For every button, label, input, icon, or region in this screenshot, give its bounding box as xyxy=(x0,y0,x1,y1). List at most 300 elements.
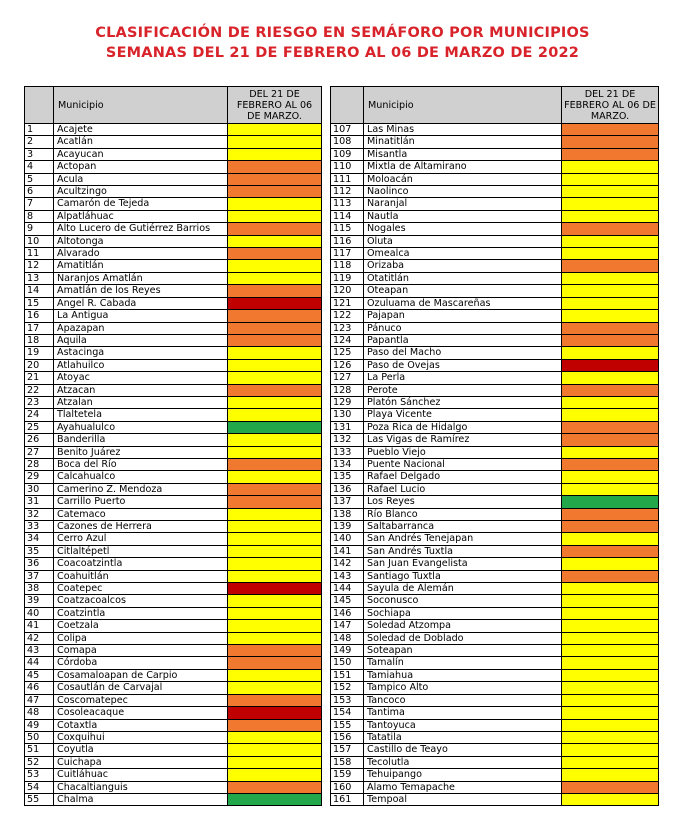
table-row xyxy=(331,595,659,607)
risk-level-cell xyxy=(228,310,322,322)
municipality-name: Coacoatzintla xyxy=(54,558,228,570)
table-row xyxy=(25,161,322,173)
row-number: 139 xyxy=(331,521,364,533)
table-row xyxy=(25,384,322,396)
table-row xyxy=(331,731,659,743)
risk-level-cell xyxy=(228,545,322,557)
municipality-name: Tampico Alto xyxy=(364,682,562,694)
risk-level-cell xyxy=(228,744,322,756)
municipality-name: Pánuco xyxy=(364,322,562,334)
risk-level-cell xyxy=(228,421,322,433)
risk-level-cell xyxy=(228,210,322,222)
row-number: 155 xyxy=(331,719,364,731)
municipality-name: Astacinga xyxy=(54,347,228,359)
risk-level-cell xyxy=(228,793,322,805)
row-number: 28 xyxy=(25,458,54,470)
row-number: 33 xyxy=(25,521,54,533)
risk-level-cell xyxy=(228,645,322,657)
table-row xyxy=(25,533,322,545)
table-row xyxy=(331,421,659,433)
risk-level-cell xyxy=(228,272,322,284)
row-number: 38 xyxy=(25,583,54,595)
municipality-name: Amatlán de los Reyes xyxy=(54,285,228,297)
table-row xyxy=(25,483,322,495)
risk-level-cell xyxy=(228,223,322,235)
table-row xyxy=(25,223,322,235)
municipality-name: Amatitlán xyxy=(54,260,228,272)
table-row xyxy=(25,719,322,731)
risk-level-cell xyxy=(228,521,322,533)
row-number: 11 xyxy=(25,248,54,260)
table-row xyxy=(25,781,322,793)
table-row xyxy=(331,458,659,470)
municipality-name: Calcahualco xyxy=(54,471,228,483)
municipality-name: Coatzintla xyxy=(54,607,228,619)
row-number: 150 xyxy=(331,657,364,669)
table-row xyxy=(331,533,659,545)
header-number xyxy=(331,87,364,124)
risk-level-cell xyxy=(228,595,322,607)
row-number: 16 xyxy=(25,310,54,322)
table-row xyxy=(331,248,659,260)
table-row xyxy=(25,620,322,632)
municipality-name: Tamalín xyxy=(364,657,562,669)
risk-level-cell xyxy=(562,657,659,669)
table-row xyxy=(331,756,659,768)
table-row xyxy=(25,446,322,458)
municipality-name: Nogales xyxy=(364,223,562,235)
risk-level-cell xyxy=(228,334,322,346)
risk-level-cell xyxy=(562,334,659,346)
row-number: 145 xyxy=(331,595,364,607)
table-row xyxy=(25,235,322,247)
table-row xyxy=(331,310,659,322)
table-row xyxy=(25,545,322,557)
table-row xyxy=(331,148,659,160)
municipality-name: Cosautlán de Carvajal xyxy=(54,682,228,694)
row-number: 119 xyxy=(331,272,364,284)
municipality-name: Camerino Z. Mendoza xyxy=(54,483,228,495)
risk-level-cell xyxy=(562,583,659,595)
municipality-name: Las Vigas de Ramírez xyxy=(364,434,562,446)
municipality-name: Papantla xyxy=(364,334,562,346)
risk-level-cell xyxy=(562,322,659,334)
table-row xyxy=(331,657,659,669)
risk-level-cell xyxy=(228,657,322,669)
municipality-name: Los Reyes xyxy=(364,496,562,508)
municipality-name: Cotaxtla xyxy=(54,719,228,731)
table-row xyxy=(331,583,659,595)
row-number: 132 xyxy=(331,434,364,446)
municipality-name: La Perla xyxy=(364,372,562,384)
table-row xyxy=(331,632,659,644)
municipality-name: Atlahuilco xyxy=(54,359,228,371)
table-row xyxy=(331,334,659,346)
risk-level-cell xyxy=(562,421,659,433)
row-number: 112 xyxy=(331,186,364,198)
row-number: 124 xyxy=(331,334,364,346)
row-number: 40 xyxy=(25,607,54,619)
table-row xyxy=(25,632,322,644)
risk-level-cell xyxy=(562,744,659,756)
municipality-name: Cosoleacaque xyxy=(54,707,228,719)
municipality-name: Coetzala xyxy=(54,620,228,632)
risk-level-cell xyxy=(562,248,659,260)
risk-level-cell xyxy=(562,669,659,681)
row-number: 127 xyxy=(331,372,364,384)
risk-level-cell xyxy=(228,669,322,681)
municipality-name: Minatitlán xyxy=(364,136,562,148)
municipality-name: Boca del Río xyxy=(54,458,228,470)
row-number: 107 xyxy=(331,124,364,136)
municipality-name: Acatlán xyxy=(54,136,228,148)
row-number: 29 xyxy=(25,471,54,483)
risk-level-cell xyxy=(562,545,659,557)
risk-level-cell xyxy=(562,769,659,781)
risk-level-cell xyxy=(562,781,659,793)
table-row xyxy=(25,421,322,433)
table-header-row xyxy=(331,87,659,124)
row-number: 23 xyxy=(25,396,54,408)
header-date: DEL 21 DE FEBRERO AL 06 DE MARZO. xyxy=(562,87,659,124)
row-number: 136 xyxy=(331,483,364,495)
municipality-name: Pajapan xyxy=(364,310,562,322)
risk-level-cell xyxy=(562,533,659,545)
row-number: 147 xyxy=(331,620,364,632)
row-number: 24 xyxy=(25,409,54,421)
row-number: 18 xyxy=(25,334,54,346)
row-number: 7 xyxy=(25,198,54,210)
row-number: 120 xyxy=(331,285,364,297)
row-number: 13 xyxy=(25,272,54,284)
municipality-name: Coyutla xyxy=(54,744,228,756)
municipality-name: Oluta xyxy=(364,235,562,247)
header-municipio: Municipio xyxy=(364,87,562,124)
risk-level-cell xyxy=(228,235,322,247)
row-number: 121 xyxy=(331,297,364,309)
municipality-table-left xyxy=(24,86,322,806)
table-row xyxy=(25,310,322,322)
municipality-name: Benito Juárez xyxy=(54,446,228,458)
risk-level-cell xyxy=(228,496,322,508)
municipality-name: Tamiahua xyxy=(364,669,562,681)
table-row xyxy=(25,173,322,185)
risk-level-cell xyxy=(562,682,659,694)
table-row xyxy=(25,136,322,148)
risk-level-cell xyxy=(228,471,322,483)
row-number: 117 xyxy=(331,248,364,260)
table-row xyxy=(25,682,322,694)
row-number: 45 xyxy=(25,669,54,681)
table-row xyxy=(331,707,659,719)
municipality-name: Acultzingo xyxy=(54,186,228,198)
row-number: 17 xyxy=(25,322,54,334)
municipality-name: Colipa xyxy=(54,632,228,644)
row-number: 21 xyxy=(25,372,54,384)
table-row xyxy=(331,744,659,756)
municipality-name: Nautla xyxy=(364,210,562,222)
risk-level-cell xyxy=(228,583,322,595)
table-row xyxy=(331,793,659,805)
municipality-name: Acajete xyxy=(54,124,228,136)
row-number: 128 xyxy=(331,384,364,396)
table-row xyxy=(25,669,322,681)
row-number: 31 xyxy=(25,496,54,508)
table-row xyxy=(331,384,659,396)
municipality-name: Alvarado xyxy=(54,248,228,260)
risk-level-cell xyxy=(228,632,322,644)
risk-level-cell xyxy=(228,682,322,694)
municipality-name: Saltabarranca xyxy=(364,521,562,533)
table-row xyxy=(331,409,659,421)
risk-level-cell xyxy=(562,359,659,371)
municipality-name: Rafael Delgado xyxy=(364,471,562,483)
row-number: 5 xyxy=(25,173,54,185)
municipality-name: Coxquihui xyxy=(54,731,228,743)
municipality-name: Naranjos Amatlán xyxy=(54,272,228,284)
risk-level-cell xyxy=(228,731,322,743)
municipality-name: Citlaltépetl xyxy=(54,545,228,557)
risk-level-cell xyxy=(562,434,659,446)
table-row xyxy=(25,607,322,619)
municipality-name: Camarón de Tejeda xyxy=(54,198,228,210)
municipality-name: Coatepec xyxy=(54,583,228,595)
table-row xyxy=(25,707,322,719)
table-row xyxy=(331,545,659,557)
row-number: 46 xyxy=(25,682,54,694)
risk-level-cell xyxy=(562,595,659,607)
municipality-name: Atzalan xyxy=(54,396,228,408)
municipality-name: Perote xyxy=(364,384,562,396)
municipality-name: Chalma xyxy=(54,793,228,805)
row-number: 122 xyxy=(331,310,364,322)
table-row xyxy=(25,260,322,272)
municipality-name: Comapa xyxy=(54,645,228,657)
table-row xyxy=(331,483,659,495)
municipality-name: Tlaltetela xyxy=(54,409,228,421)
municipality-name: Cuichapa xyxy=(54,756,228,768)
risk-level-cell xyxy=(228,359,322,371)
table-row xyxy=(331,669,659,681)
risk-level-cell xyxy=(562,384,659,396)
table-row xyxy=(25,210,322,222)
row-number: 49 xyxy=(25,719,54,731)
table-row xyxy=(25,793,322,805)
municipality-name: Naolinco xyxy=(364,186,562,198)
row-number: 131 xyxy=(331,421,364,433)
municipality-name: Pueblo Viejo xyxy=(364,446,562,458)
risk-level-cell xyxy=(228,769,322,781)
table-row xyxy=(25,508,322,520)
row-number: 108 xyxy=(331,136,364,148)
risk-level-cell xyxy=(562,570,659,582)
row-number: 20 xyxy=(25,359,54,371)
row-number: 152 xyxy=(331,682,364,694)
risk-level-cell xyxy=(228,607,322,619)
row-number: 25 xyxy=(25,421,54,433)
row-number: 47 xyxy=(25,694,54,706)
municipality-name: San Andrés Tenejapan xyxy=(364,533,562,545)
row-number: 48 xyxy=(25,707,54,719)
table-row xyxy=(331,396,659,408)
table-header-row xyxy=(25,87,322,124)
row-number: 26 xyxy=(25,434,54,446)
row-number: 143 xyxy=(331,570,364,582)
risk-level-cell xyxy=(562,521,659,533)
table-row xyxy=(25,409,322,421)
risk-level-cell xyxy=(562,310,659,322)
table-row xyxy=(25,558,322,570)
table-row xyxy=(25,322,322,334)
municipality-name: Playa Vicente xyxy=(364,409,562,421)
row-number: 22 xyxy=(25,384,54,396)
row-number: 111 xyxy=(331,173,364,185)
risk-level-cell xyxy=(562,260,659,272)
table-row xyxy=(331,620,659,632)
row-number: 51 xyxy=(25,744,54,756)
risk-level-cell xyxy=(562,496,659,508)
row-number: 32 xyxy=(25,508,54,520)
risk-level-cell xyxy=(228,124,322,136)
risk-level-cell xyxy=(228,198,322,210)
row-number: 35 xyxy=(25,545,54,557)
municipality-name: Las Minas xyxy=(364,124,562,136)
table-body-left xyxy=(25,124,322,806)
table-row xyxy=(331,210,659,222)
row-number: 50 xyxy=(25,731,54,743)
row-number: 37 xyxy=(25,570,54,582)
risk-level-cell xyxy=(228,781,322,793)
municipality-name: Omealca xyxy=(364,248,562,260)
row-number: 153 xyxy=(331,694,364,706)
row-number: 118 xyxy=(331,260,364,272)
municipality-name: Castillo de Teayo xyxy=(364,744,562,756)
municipality-name: Ayahualulco xyxy=(54,421,228,433)
risk-level-cell xyxy=(228,173,322,185)
table-row xyxy=(331,521,659,533)
municipality-name: Apazapan xyxy=(54,322,228,334)
municipality-name: Santiago Tuxtla xyxy=(364,570,562,582)
row-number: 130 xyxy=(331,409,364,421)
risk-level-cell xyxy=(562,508,659,520)
table-row xyxy=(331,198,659,210)
table-row xyxy=(331,719,659,731)
table-row xyxy=(25,645,322,657)
table-row xyxy=(331,446,659,458)
row-number: 114 xyxy=(331,210,364,222)
row-number: 115 xyxy=(331,223,364,235)
risk-level-cell xyxy=(562,136,659,148)
row-number: 135 xyxy=(331,471,364,483)
municipality-name: Tehuipango xyxy=(364,769,562,781)
municipality-name: Sochiapa xyxy=(364,607,562,619)
municipality-name: Coahuitlán xyxy=(54,570,228,582)
risk-level-cell xyxy=(228,558,322,570)
table-row xyxy=(331,694,659,706)
table-row xyxy=(331,235,659,247)
row-number: 146 xyxy=(331,607,364,619)
table-row xyxy=(25,272,322,284)
document-subtitle: SEMANAS DEL 21 DE FEBRERO AL 06 DE MARZO DE 2022 xyxy=(105,45,580,61)
row-number: 156 xyxy=(331,731,364,743)
municipality-name: Puente Nacional xyxy=(364,458,562,470)
risk-level-cell xyxy=(562,458,659,470)
risk-level-cell xyxy=(562,210,659,222)
risk-level-cell xyxy=(228,446,322,458)
table-row xyxy=(25,657,322,669)
municipality-name: Soledad Atzompa xyxy=(364,620,562,632)
table-row xyxy=(331,223,659,235)
document-title: CLASIFICACIÓN DE RIESGO EN SEMÁFORO POR MUNICIPIOS xyxy=(95,25,590,41)
municipality-name: Córdoba xyxy=(54,657,228,669)
municipality-name: Soledad de Doblado xyxy=(364,632,562,644)
risk-level-cell xyxy=(562,272,659,284)
row-number: 125 xyxy=(331,347,364,359)
risk-level-cell xyxy=(562,186,659,198)
risk-level-cell xyxy=(562,198,659,210)
table-row xyxy=(25,434,322,446)
table-row xyxy=(331,570,659,582)
table-row xyxy=(25,458,322,470)
table-row xyxy=(331,322,659,334)
row-number: 43 xyxy=(25,645,54,657)
row-number: 27 xyxy=(25,446,54,458)
municipality-name: Cerro Azul xyxy=(54,533,228,545)
table-row xyxy=(331,682,659,694)
municipality-name: Orizaba xyxy=(364,260,562,272)
row-number: 142 xyxy=(331,558,364,570)
risk-level-cell xyxy=(228,347,322,359)
municipality-name: Otatitlán xyxy=(364,272,562,284)
municipality-name: Coatzacoalcos xyxy=(54,595,228,607)
table-row xyxy=(331,434,659,446)
row-number: 36 xyxy=(25,558,54,570)
risk-level-cell xyxy=(228,186,322,198)
table-row xyxy=(331,607,659,619)
risk-level-cell xyxy=(562,148,659,160)
table-row xyxy=(331,260,659,272)
municipality-name: Rafael Lucio xyxy=(364,483,562,495)
table-row xyxy=(25,285,322,297)
risk-level-cell xyxy=(562,173,659,185)
table-row xyxy=(25,359,322,371)
risk-level-cell xyxy=(228,620,322,632)
table-row xyxy=(25,694,322,706)
table-row xyxy=(331,285,659,297)
municipality-name: Banderilla xyxy=(54,434,228,446)
municipality-name: Chacaltianguis xyxy=(54,781,228,793)
table-row xyxy=(25,583,322,595)
risk-level-cell xyxy=(228,322,322,334)
row-number: 113 xyxy=(331,198,364,210)
row-number: 39 xyxy=(25,595,54,607)
table-row xyxy=(25,248,322,260)
municipality-name: Tantima xyxy=(364,707,562,719)
risk-level-cell xyxy=(562,558,659,570)
municipality-name: Tecolutla xyxy=(364,756,562,768)
table-row xyxy=(331,347,659,359)
municipality-name: Alpatláhuac xyxy=(54,210,228,222)
table-row xyxy=(25,756,322,768)
municipality-name: La Antigua xyxy=(54,310,228,322)
risk-level-cell xyxy=(562,446,659,458)
municipality-name: Actopan xyxy=(54,161,228,173)
risk-level-cell xyxy=(562,409,659,421)
risk-level-cell xyxy=(562,471,659,483)
row-number: 149 xyxy=(331,645,364,657)
municipality-name: Misantla xyxy=(364,148,562,160)
risk-level-cell xyxy=(562,161,659,173)
